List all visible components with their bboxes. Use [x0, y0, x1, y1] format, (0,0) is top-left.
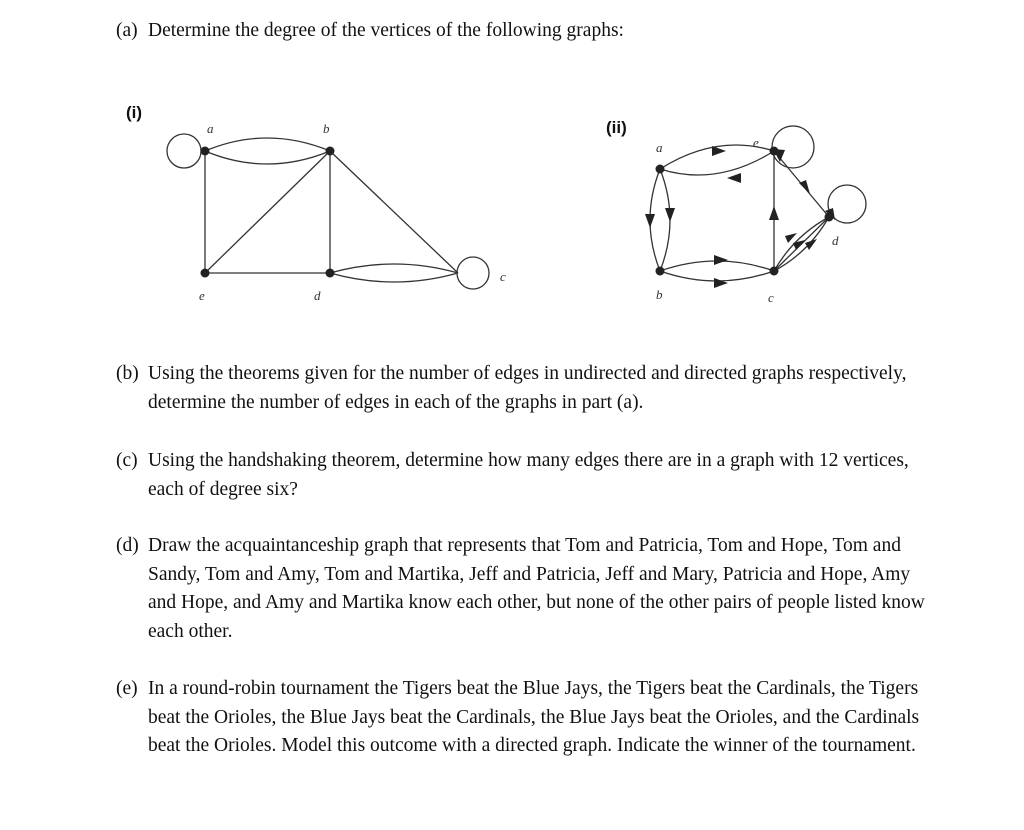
graph-ii-edge-c-d-1 [774, 217, 829, 271]
graph-i-label-d: d [314, 288, 321, 303]
graph-ii-vertex-d [825, 213, 834, 222]
question-e-text: In a round-robin tournament the Tigers beat the Blue Jays, the Tigers beat the Cardinals, the Tigers beat the Orioles, the Blue Jays beat the Cardinals, the Blue Jays beat the Orioles, and the Cardinals beat the Orioles. Model this outcome with a directed graph. Indicate the winner of the tournament. [148, 678, 920, 757]
question-d [116, 532, 938, 647]
graph-i-loop-a [167, 134, 201, 168]
question-c-text: Using the handshaking theorem, determine how many edges there are in a graph with 12 vertices, each of degree six? [148, 450, 909, 500]
question-d-label: (d) [116, 535, 139, 556]
graph-i-vertex-a [201, 147, 210, 156]
graph-i-label-a: a [207, 121, 214, 136]
graph-ii-edge-a-b-2 [660, 169, 670, 271]
question-a-label: (a) [116, 20, 138, 41]
graph-i-edge-b-e [205, 151, 330, 273]
graph-ii-arrow-b-c-bottom [714, 278, 728, 288]
graph-ii-label-d: d [832, 233, 839, 248]
graph-ii-edge-a-e-2 [660, 151, 774, 175]
question-c-label: (c) [116, 450, 138, 471]
graph-ii-label-a: a [656, 140, 663, 155]
graph-i-vertex-d [326, 269, 335, 278]
graph-i-edge-d-c-2 [330, 273, 458, 282]
graph-i-label-e: e [199, 288, 205, 303]
graph-i-vertex-e [201, 269, 210, 278]
question-d-text: Draw the acquaintanceship graph that represents that Tom and Patricia, Tom and Hope, Tom and Sandy, Tom and Amy, Tom and Martika, Jeff and Patricia, Jeff and Mary, Patricia and Hope, Amy and Hope, and Amy and Martika know each other, but none of the other pairs of people listed know each other. [148, 535, 925, 643]
graph-ii-arrow-a-b-left [645, 214, 655, 228]
graph-i [167, 121, 506, 303]
graph-ii [645, 126, 866, 305]
graph-i-loop-c [457, 257, 489, 289]
graph-ii-label: (ii) [606, 118, 627, 137]
graph-i-edge-d-c-1 [330, 264, 458, 273]
graph-ii-arrow-c-d-3 [805, 239, 817, 250]
graph-ii-arrow-c-d-2 [785, 233, 797, 243]
graph-ii-vertex-e [770, 147, 779, 156]
graph-ii-arrow-b-c-top [714, 255, 728, 265]
graph-ii-loop-e [772, 126, 814, 168]
graph-ii-arrow-a-b-right [665, 208, 675, 222]
graph-i-edge-b-c [330, 151, 458, 273]
graph-ii-label-c: c [768, 290, 774, 305]
graph-i-label-c: c [500, 269, 506, 284]
graph-ii-vertex-b [656, 267, 665, 276]
question-e [116, 675, 938, 761]
graph-ii-arrow-c-d-1 [793, 240, 805, 250]
graph-i-label: (i) [126, 103, 143, 122]
graph-ii-vertex-a [656, 165, 665, 174]
graph-ii-arrow-a-e [712, 146, 726, 156]
graph-ii-label-b: b [656, 287, 663, 302]
graph-ii-vertex-c [770, 267, 779, 276]
graph-i-vertex-b [326, 147, 335, 156]
graph-i-label-b: b [323, 121, 330, 136]
question-b [116, 360, 938, 417]
question-c [116, 447, 938, 504]
question-b-text: Using the theorems given for the number of edges in undirected and directed graphs respectively, determine the number of edges in each of the graphs in part (a). [148, 363, 907, 413]
question-e-label: (e) [116, 678, 138, 699]
graph-i-edge-a-b-1 [205, 138, 330, 151]
question-a-text: Determine the degree of the vertices of the following graphs: [148, 20, 624, 41]
graph-ii-arrow-c-e [769, 206, 779, 220]
question-b-label: (b) [116, 363, 139, 384]
graph-i-edge-a-b-2 [205, 151, 330, 164]
graph-ii-label-e: e [753, 135, 759, 150]
graph-ii-arrow-e-a [727, 173, 741, 183]
